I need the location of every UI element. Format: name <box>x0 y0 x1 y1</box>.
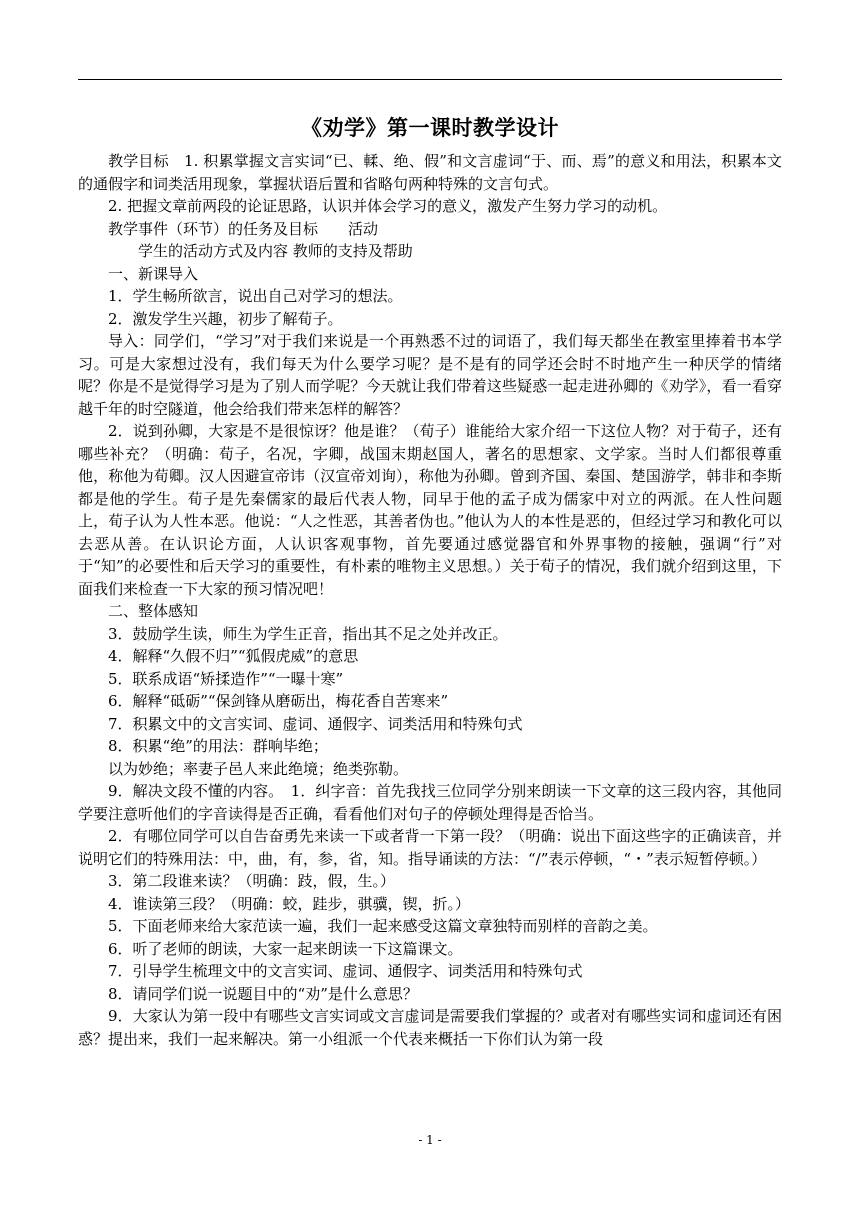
body-paragraph: 7．积累文中的文言实词、虚词、通假字、词类活用和特殊句式 <box>108 714 523 733</box>
body-paragraph: 6．解释“砥砺”“保剑锋从磨砺出，梅花香自苦寒来” <box>108 692 449 710</box>
body-paragraph: 学生的活动方式及内容 教师的支持及帮助 <box>138 242 413 260</box>
body-paragraph: 5．下面老师来给大家范读一遍，我们一起来感受这篇文章独特而别样的音韵之美。 <box>108 917 658 935</box>
body-paragraph: 5．联系成语“矫揉造作”“一曝十寒” <box>108 669 344 688</box>
body-paragraph: 2．说到孙卿，大家是不是很惊讶？他是谁？（荀子）谁能给大家介绍一下这位人物？对于荀子，还有哪些补充？（明确：荀子，名况，字卿，战国末期赵国人，著名的思想家、文学家。当时人们都很尊重他，称他为荀卿。汉人因避宣帝讳（汉宣帝刘询），称他为孙卿。曾到齐国、秦国、楚国游学，韩非和李斯都是他的学生。荀子是先秦儒家的最后代表人物，同早于他的孟子成为儒家中对立的两派。在人性问题上，荀子认为人性本恶。他说：“人之性恶，其善者伪也。”他认为人的本性是恶的，但经过学习和教化可以去恶从善。在认识论方面，人认识客观事物，首先要通过感觉器官和外界事物的接触，强调“行”对于“知”的必要性和后天学习的重要性，有朴素的唯物主义思想。）关于荀子的情况，我们就介绍到这里，下面我们来检查一下大家的预习情况吧！ <box>78 422 782 598</box>
body-paragraph: 4．解释“久假不归”“狐假虎威”的意思 <box>108 647 359 665</box>
body-paragraph: 4．谁读第三段？（明确：蛟，跬步，骐骥，锲，折。） <box>108 894 471 913</box>
body-paragraph: 教学事件（环节）的任务及目标 活动 <box>108 219 379 238</box>
body-paragraph: 导入：同学们，“学习”对于我们来说是一个再熟悉不过的词语了，我们每天都坐在教室里捧着书本学习。可是大家想过没有，我们每天为什么要学习呢？是不是有的同学还会时不时地产生一种厌学的情绪呢？你是不是觉得学习是为了别人而学呢？今天就让我们带着这些疑惑一起走进孙卿的《劝学》，看一看穿越千年的时空隧道，他会给我们带来怎样的解答？ <box>78 332 782 418</box>
header-rule <box>78 79 782 80</box>
body-paragraph: 3．鼓励学生读，师生为学生正音，指出其不足之处并改正。 <box>108 624 508 643</box>
body-paragraph: 2．激发学生兴趣，初步了解荀子。 <box>108 309 343 328</box>
body-paragraph: 6．听了老师的朗读，大家一起来朗读一下这篇课文。 <box>108 939 463 958</box>
body-paragraph: 2. 把握文章前两段的论证思路，认识并体会学习的意义，激发产生努力学习的动机。 <box>108 197 668 215</box>
body-paragraph: 8．请同学们说一说题目中的“劝”是什么意思？ <box>108 984 418 1003</box>
body-paragraph: 9．大家认为第一段中有哪些文言实词或文言虚词是需要我们掌握的？或者对有哪些实词和虚词还有困惑？提出来，我们一起来解决。第一小组派一个代表来概括一下你们认为第一段 <box>78 1007 782 1048</box>
body-paragraph: 9．解决文段不懂的内容。 1．纠字音：首先我找三位同学分别来朗读一下文章的这三段内容，其他同学要注意听他们的字音读得是否正确，看看他们对句子的停顿处理得是否恰当。 <box>78 782 782 823</box>
body-paragraph: 二、整体感知 <box>108 602 199 620</box>
body-paragraph: 3．第二段谁来读？（明确：跂，假，生。） <box>108 872 396 890</box>
body-paragraph: 2．有哪位同学可以自告奋勇先来读一下或者背一下第一段？（明确：说出下面这些字的正确读音，并说明它们的特殊用法：中，曲，有，参，省，知。指导诵读的方法：“/”表示停顿，“・”表示短暂停顿。） <box>78 827 782 868</box>
body-paragraph: 以为妙绝；率妻子邑人来此绝境；绝类弥勒。 <box>108 759 409 778</box>
page-number: - 1 - <box>418 1133 442 1147</box>
document-title: 《劝学》第一课时教学设计 <box>301 115 559 140</box>
body-paragraph: 一、新课导入 <box>108 264 199 283</box>
body-paragraph: 7．引导学生梳理文中的文言实词、虚词、通假字、词类活用和特殊句式 <box>108 962 583 980</box>
body-paragraph: 1．学生畅所欲言，说出自己对学习的想法。 <box>108 287 403 305</box>
document-body <box>78 150 782 1050</box>
body-paragraph: 教学目标 1. 积累掌握文言实词“已、輮、绝、假”和文言虚词“于、而、焉”的意义和用法，积累本文的通假字和词类活用现象，掌握状语后置和省略句两种特殊的文言句式。 <box>78 152 782 193</box>
body-paragraph: 8．积累“绝”的用法：群响毕绝； <box>108 737 328 755</box>
